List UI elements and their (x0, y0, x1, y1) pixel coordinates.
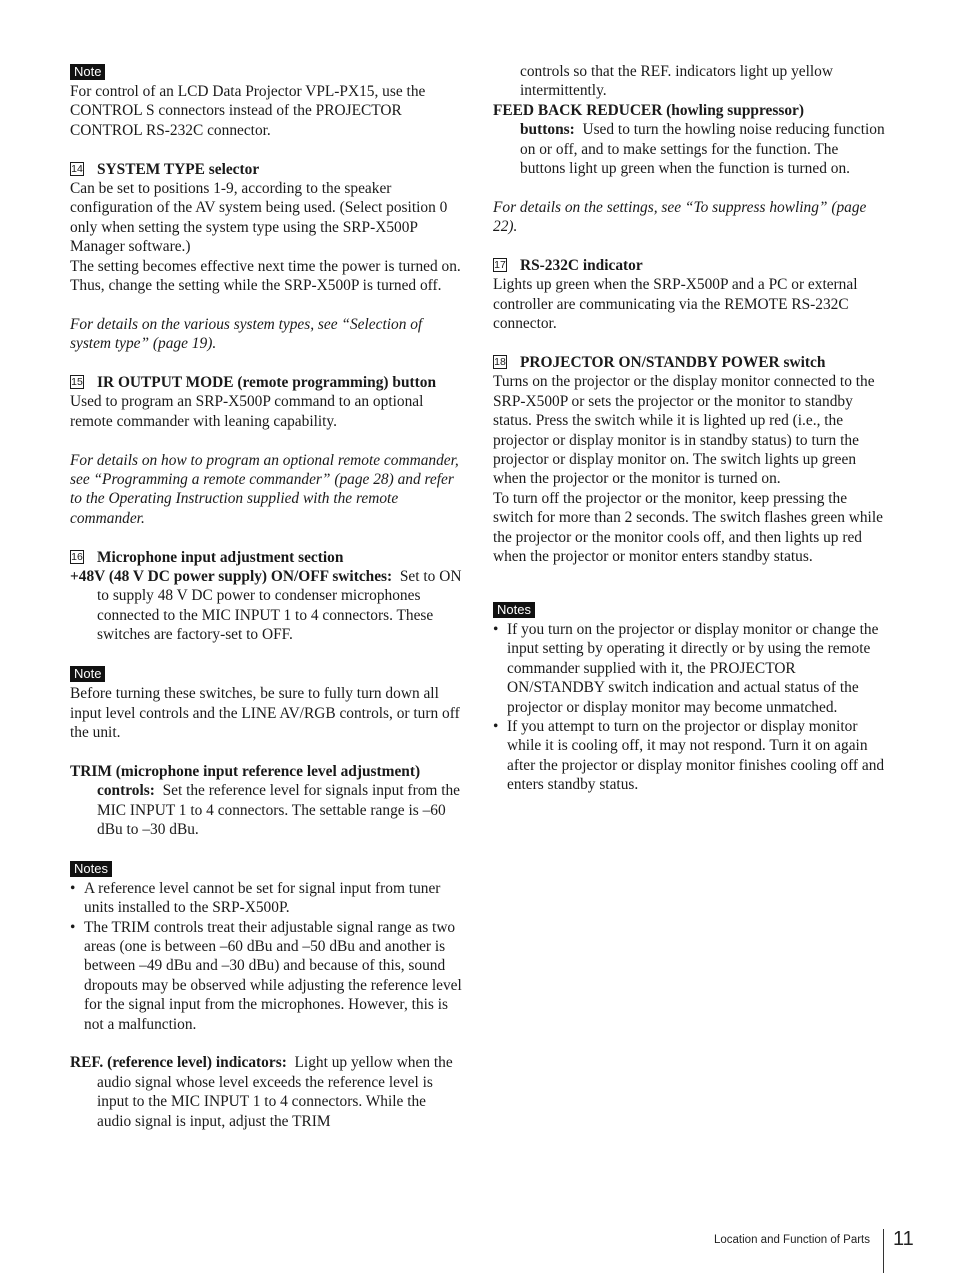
number-15-icon: 15 (71, 376, 83, 389)
page-footer (0, 1229, 954, 1273)
phantom-power-item: +48V (48 V DC power supply) ON/OFF switches: Set to ON to supply 48 V DC power to condenser microphones connected to the MIC INPUT 1 to 4 connectors. These switches are factory-set to OFF. (70, 568, 462, 644)
note-text: For control of an LCD Data Projector VPL-PX15, use the CONTROL S connectors instead of the PROJECTOR CONTROL RS-232C connector. (70, 83, 426, 139)
section-18-paragraph-1: Turns on the projector or the display monitor connected to the SRP-X500P or sets the projector or the monitor to standby status. Press the switch while it is lighted up red (i.e., the projector or display monitor is in standby status) to turn the projector or display monitor on. The switch lights up green when the projector or the monitor is turned on. (493, 373, 875, 488)
footer-section-title: Location and Function of Parts (714, 1234, 870, 1246)
notes-bullet: • If you attempt to turn on the projector or display monitor while it is cooling off, it may not respond. Turn it on again after the projector or display monitor finishes cooling off and enters standby status. (493, 717, 887, 795)
number-17-icon: 17 (494, 259, 506, 272)
feedback-reducer-reference: For details on the settings, see “To suppress howling” (page 22). (493, 198, 867, 236)
footer-divider (883, 1229, 884, 1273)
section-18-heading: 18 PROJECTOR ON/STANDBY POWER switch (494, 354, 826, 372)
note-text: Before turning these switches, be sure to fully turn down all input level controls and the LINE AV/RGB controls, or turn off the unit. (70, 685, 460, 741)
notes-label: Notes (493, 602, 535, 618)
ref-indicator-continued: controls so that the REF. indicators light up yellow intermittently. (520, 63, 833, 100)
ref-indicator-item: REF. (reference level) indicators: Light up yellow when the audio signal whose level exceeds the reference level is input to the MIC INPUT 1 to 4 connectors. While the audio signal is input, adjust the TRIM (70, 1054, 453, 1130)
section-17-paragraph: Lights up green when the SRP-X500P and a PC or external controller are communicating via the REMOTE RS-232C connector. (493, 276, 858, 333)
section-14-heading: 14 SYSTEM TYPE selector (71, 160, 260, 178)
number-18-icon: 18 (494, 356, 506, 369)
number-14-icon: 14 (71, 162, 83, 175)
page-number: 11 (893, 1228, 914, 1250)
section-14-paragraph-1: Can be set to positions 1-9, according to the speaker configuration of the AV system being used. (Select position 0 only when setting the system type using the SRP-X500P Manager software.) (70, 180, 448, 256)
notes-label: Notes (70, 861, 112, 877)
notes-bullet: • A reference level cannot be set for signal input from tuner units installed to the SRP-X500P. (70, 879, 462, 918)
section-18-paragraph-2: To turn off the projector or the monitor, keep pressing the switch for more than 2 seconds. The switch flashes green while the projector or the monitor cools off, and then lights up red when the projector or monitor enters standby status. (493, 489, 883, 566)
left-column (70, 62, 462, 1131)
section-15-reference: For details on how to program an optional remote commander, see “Programming a remote commander” (page 28) and refer to the Operating Instruction supplied with the remote commander. (70, 451, 459, 527)
number-16-icon: 16 (71, 550, 83, 563)
section-14-paragraph-2: The setting becomes effective next time the power is turned on. Thus, change the setting while the SRP-X500P is turned off. (70, 257, 461, 295)
note-label: Note (70, 666, 105, 682)
section-15-heading: 15 IR OUTPUT MODE (remote programming) button (71, 374, 437, 392)
section-14-reference: For details on the various system types, see “Selection of system type” (page 19). (70, 315, 423, 353)
trim-item: TRIM (microphone input reference level adjustment) controls: Set the reference level for signals input from the MIC INPUT 1 to 4 connectors. The settable range is –60 dBu to –30 dBu. (70, 762, 461, 838)
notes-bullet: • The TRIM controls treat their adjustable signal range as two areas (one is between –60 dBu and –50 dBu and another is between –49 dBu and –30 dBu) and because of this, sound dropouts may be observed while adjusting the reference level for the signal input from the microphones. However, this is not a malfunction. (70, 918, 462, 1034)
notes-bullet: • If you turn on the projector or display monitor or change the input setting by operating it directly or by using the remote commander supplied with it, the PROJECTOR ON/STANDBY switch indication and actual status of the projector or display monitor may become unmatched. (493, 620, 887, 717)
section-17-heading: 17 RS-232C indicator (494, 257, 643, 275)
right-column (493, 62, 887, 795)
section-15-paragraph: Used to program an SRP-X500P command to an optional remote commander with leaning capability. (70, 393, 424, 430)
feedback-reducer-item: FEED BACK REDUCER (howling suppressor) buttons: Used to turn the howling noise reducing function on or off, and to make settings for the function. The buttons light up green when the function is turned on. (493, 101, 885, 178)
note-label: Note (70, 64, 105, 80)
section-16-heading: 16 Microphone input adjustment section (71, 548, 344, 566)
